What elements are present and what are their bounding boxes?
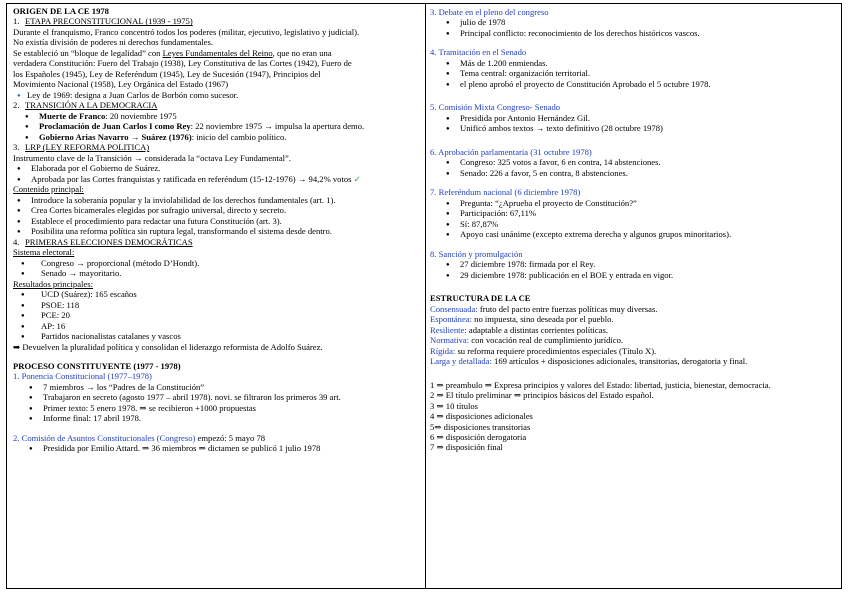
section-2-heading: 2. TRANSICIÓN A LA DEMOCRACIA <box>13 100 158 111</box>
list-item: ● Senado: 226 a favor, 5 en contra, 8 abstenciones. <box>430 168 836 178</box>
content-list <box>13 195 420 237</box>
structure-value: 169 artículos + disposiciones adicionales, transitorias, derogatoria y final. <box>491 356 748 367</box>
list-item: ● Presidida por Antonio Hernández Gil. <box>430 113 836 123</box>
paragraph: verdadera Constitución: Fuero del Trabajo (1938), Ley Constitutiva de las Cortes (1942), Fuero de <box>13 58 352 69</box>
list-item: ● Trabajaron en secreto (agosto 1977 – abril 1978). novi. se filtraron los primeros 39 art. <box>13 392 420 402</box>
list-item: ● UCD (Suárez): 165 escaños <box>13 289 420 299</box>
structure-list <box>430 304 836 367</box>
right-column <box>426 4 841 588</box>
structure-key: Resiliente: <box>430 324 467 335</box>
structure-key: Larga y detallada: <box>430 356 492 367</box>
transition-list <box>13 111 420 142</box>
structure-key: Consensuada: <box>430 303 478 314</box>
list-item: ● Aprobada por las Cortes franquistas y ratificada en referéndum (15-12-1976) → 94,2% votos ✓ <box>13 174 420 184</box>
list-item: 4 ⇒ disposiciones adicionales <box>430 411 533 422</box>
list-item: ● Informe final: 17 abril 1978. <box>13 413 420 423</box>
structure-item <box>430 325 836 335</box>
comision-list <box>13 443 420 453</box>
r7-list <box>430 198 836 240</box>
subheading: Resultados principales: <box>13 278 93 289</box>
structure-value: fruto del pacto entre fuerzas políticas muy diversas. <box>477 303 658 314</box>
list-item: ● Apoyo casi unánime (excepto extrema derecha y algunos grupos minoritarios). <box>430 229 836 239</box>
structure-item <box>430 346 836 356</box>
list-item: ● Elaborada por el Gobierno de Suárez. <box>13 163 420 173</box>
r5-heading: 5. Comisión Mixta Congreso- Senado <box>430 102 561 113</box>
structure-key: Normativa: <box>430 335 470 346</box>
structure-key: Rígida: <box>430 345 456 356</box>
list-item: ● 27 diciembre 1978: firmada por el Rey. <box>430 259 836 269</box>
paragraph: Se estableció un “bloque de legalidad” con Leyes Fundamentales del Reino, que no eran una <box>13 47 332 58</box>
list-item: ● Más de 1.200 enmiendas. <box>430 58 836 68</box>
list-item: ● 29 diciembre 1978: publicación en el BOE y entrada en vigor. <box>430 270 836 280</box>
list-item: ● Sí: 87,87% <box>430 219 836 229</box>
structure-key: Espontánea: <box>430 314 472 325</box>
item-label: Gobierno Arias Navarro → Suárez (1976) <box>39 131 192 142</box>
list-item: ● Partidos nacionalistas catalanes y vascos <box>13 331 420 341</box>
structure-value: adaptable a distintas corrientes políticas. <box>466 324 609 335</box>
structure-title: ESTRUCTURA DE LA CE <box>430 293 531 304</box>
item-text: : 20 noviembre 1975 <box>105 110 177 121</box>
paragraph: Instrumento clave de la Transición → considerada la “octava Ley Fundamental”. <box>13 152 292 163</box>
list-item: ● Senado → mayoritario. <box>13 268 420 278</box>
doc-title: ORIGEN DE LA CE 1978 <box>13 6 109 16</box>
list-item: ● julio de 1978 <box>430 17 836 27</box>
list-item: ● Introduce la soberanía popular y la inviolabilidad de los derechos fundamentales (art. 1). <box>13 195 420 205</box>
list-item: 2 ⇒ El título preliminar ⇒ principios básicos del Estado español. <box>430 390 654 401</box>
structure-value: su reforma requiere procedimientos especiales (Título X). <box>455 345 657 356</box>
r4-heading: 4. Tramitación en el Senado <box>430 47 527 58</box>
parts-list <box>430 380 836 453</box>
list-item: ● Unificó ambos textos → texto definitivo (28 octubre 1978) <box>430 123 836 133</box>
r8-list <box>430 259 836 280</box>
r5-list <box>430 113 836 134</box>
list-item: ● Primer texto: 5 enero 1978. ⇒ se recibieron +1000 propuestas <box>13 403 420 413</box>
section-1-heading: 1. ETAPA PRECONSTITUCIONAL (1939 - 1975) <box>13 16 193 27</box>
list-item: ● Establece el procedimiento para redactar una futura Constitución (art. 3). <box>13 216 420 226</box>
list-item: 1 ⇒ preambulo ⇒ Expresa principios y valores del Estado: libertad, justicia, bienestar, democracia. <box>430 379 771 390</box>
structure-value: no impuesta, sino deseada por el pueblo. <box>472 314 614 325</box>
r3-list <box>430 17 836 38</box>
paragraph: Durante el franquismo, Franco concentró todos los poderes (militar, ejecutivo, legislativo y judicial). <box>13 26 360 37</box>
section-3-heading: 3. LRP (LEY REFORMA POLITICA) <box>13 142 150 153</box>
left-column <box>7 4 426 588</box>
list-item: ● Presidida por Emilio Attard. ⇒ 36 miembros ⇒ dictamen se publicó 1 julio 1978 <box>13 443 420 453</box>
pc2-heading: 2. Comisión de Asuntos Constitucionales (Congreso) empezó: 5 mayo 78 <box>13 432 266 443</box>
electoral-system-list <box>13 258 420 279</box>
list-item: ● Ley de 1969: designa a Juan Carlos de Borbón como sucesor. <box>13 90 420 100</box>
list-item: 7 ⇒ disposición final <box>430 442 503 453</box>
item-label: Muerte de Franco <box>39 110 106 121</box>
results-list <box>13 289 420 341</box>
r4-list <box>430 58 836 89</box>
item-text: : 22 noviembre 1975 → impulsa la apertura demo. <box>190 121 365 132</box>
r8-heading: 8. Sanción y promulgación <box>430 248 523 259</box>
ponencia-list <box>13 382 420 424</box>
item-label: Proclamación de Juan Carlos I como Rey <box>39 121 191 132</box>
list-item: ● PSOE: 118 <box>13 300 420 310</box>
list-item: ● Pregunta: “¿Aprueba el proyecto de Constitución?” <box>430 198 836 208</box>
list-item: ● Congreso → proporcional (método D’Hondt). <box>13 258 420 268</box>
list-item: ● Crea Cortes bicamerales elegidas por sufragio universal, directo y secreto. <box>13 205 420 215</box>
document-page <box>6 3 842 589</box>
list-item: ● PCE: 20 <box>13 310 420 320</box>
item-text: : inicio del cambio político. <box>191 131 287 142</box>
check-icon: ✓ <box>353 173 361 184</box>
list-item: ● Tema central: organización territorial. <box>430 68 836 78</box>
list-item: ● Posibilita una reforma política sin ruptura legal, transformando el sistema desde dentro. <box>13 226 420 236</box>
structure-item <box>430 356 836 366</box>
r7-heading: 7. Referéndum nacional (6 diciembre 1978) <box>430 187 581 198</box>
list-item <box>13 132 420 142</box>
list-item: ● 7 miembros → los “Padres de la Constitución” <box>13 382 420 392</box>
list-item: 3 ⇒ 10 títulos <box>430 400 479 411</box>
list-item: ● Participación: 67,11% <box>430 208 836 218</box>
list-item: 5⇒ disposiciones transitorias <box>430 421 531 432</box>
list-item: 6 ⇒ disposición derogatoria <box>430 431 527 442</box>
list-item <box>13 121 420 131</box>
list-item: ● el pleno aprobó el proyecto de Constitución Aprobado el 5 octubre 1978. <box>430 79 836 89</box>
list-item <box>13 111 420 121</box>
subheading: Sistema electoral: <box>13 247 75 258</box>
pc1-heading: 1. Ponencia Constitucional (1977–1978) <box>13 371 152 382</box>
structure-item <box>430 304 836 314</box>
paragraph: No existía división de poderes ni derechos fundamentales. <box>13 37 213 48</box>
list-item: ● AP: 16 <box>13 321 420 331</box>
subheading: Contenido principal: <box>13 184 84 195</box>
structure-item <box>430 314 836 324</box>
section-4-heading: 4. PRIMERAS ELECCIONES DEMOCRÁTICAS <box>13 236 193 247</box>
r6-heading: 6. Aprobación parlamentaria (31 octubre 1978) <box>430 146 592 157</box>
list-item: ● Congreso: 325 votos a favor, 6 en contra, 14 abstenciones. <box>430 157 836 167</box>
list-item: ● Principal conflicto: reconocimiento de los derechos históricos vascos. <box>430 28 836 38</box>
paragraph: los Españoles (1945), Ley de Referéndum (1945), Ley de Sucesión (1947), Principios del <box>13 68 321 79</box>
process-title: PROCESO CONSTITUYENTE (1977 - 1978) <box>13 360 181 371</box>
conclusion: ➡ Devuelven la pluralidad política y consolidan el liderazgo reformista de Adolfo Suárez. <box>13 341 323 352</box>
structure-value: con vocación real de cumplimiento jurídico. <box>469 335 624 346</box>
structure-item <box>430 335 836 345</box>
r3-heading: 3. Debate en el pleno del congreso <box>430 7 549 17</box>
r6-list <box>430 157 836 178</box>
paragraph: Movimiento Nacional (1958), Ley Orgánica del Estado (1967) <box>13 79 229 90</box>
